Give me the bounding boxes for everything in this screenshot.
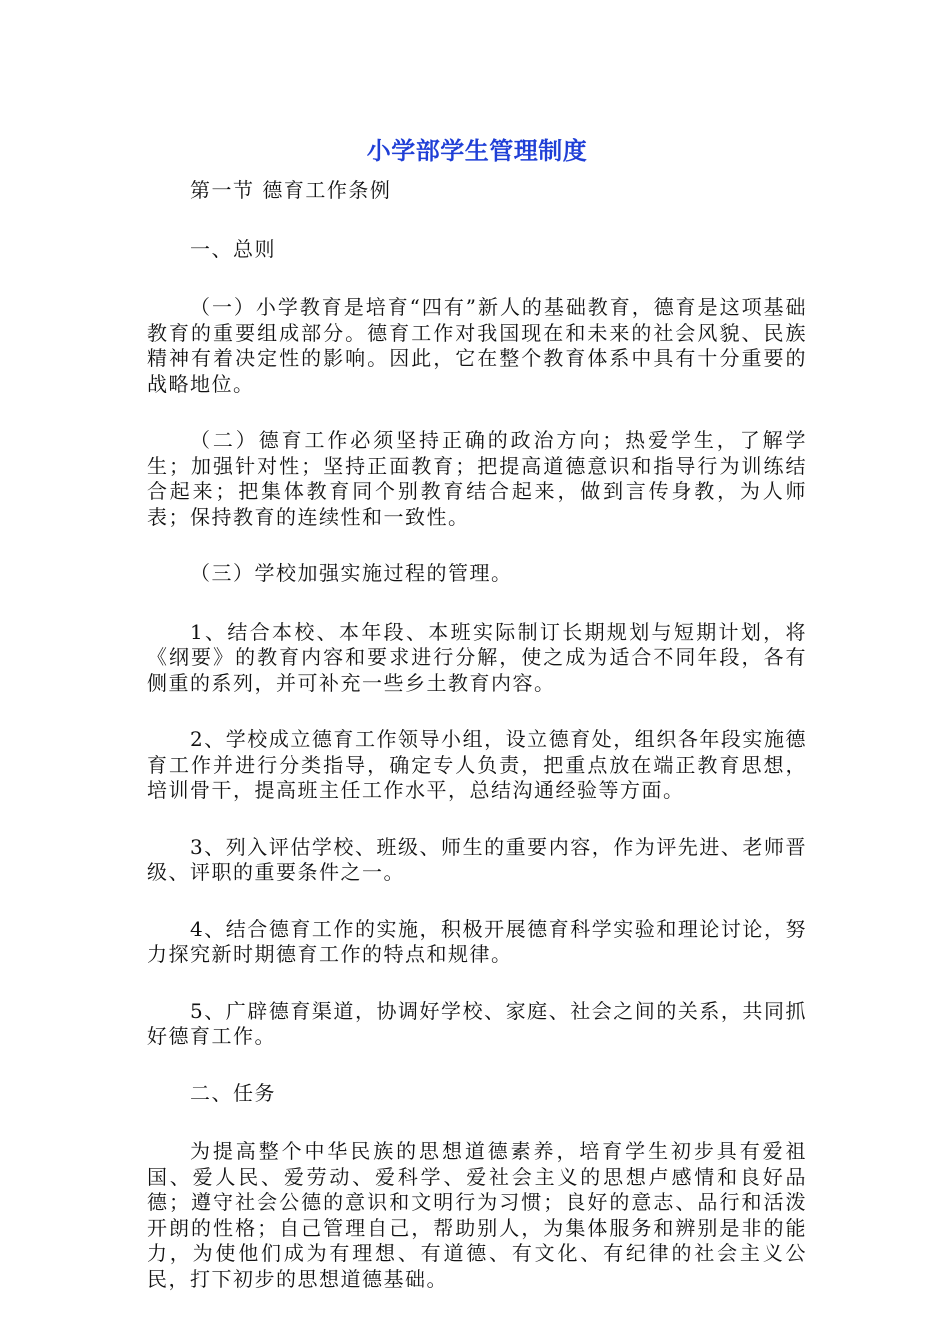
list-item: 3、列入评估学校、班级、师生的重要内容，作为评先进、老师晋级、评职的重要条件之一。: [147, 834, 807, 884]
paragraph: （二）德育工作必须坚持正确的政治方向；热爱学生，了解学生；加强针对性；坚持正面教育；把提高道德意识和指导行为训练结合起来；把集体教育同个别教育结合起来，做到言传身教，为人师表；保持教育的连续性和一致性。: [147, 428, 807, 529]
subsection-heading: 二、任务: [190, 1080, 276, 1105]
section-heading: 第一节 德育工作条例: [190, 178, 392, 202]
list-item: 5、广辟德育渠道，协调好学校、家庭、社会之间的关系，共同抓好德育工作。: [147, 998, 807, 1048]
list-item: 4、结合德育工作的实施，积极开展德育科学实验和理论讨论，努力探究新时期德育工作的特点和规律。: [147, 916, 807, 966]
subsection-heading: 一、总则: [190, 236, 276, 261]
document-page: [147, 130, 807, 1323]
list-item: 1、结合本校、本年段、本班实际制订长期规划与短期计划，将《纲要》的教育内容和要求进行分解，使之成为适合不同年段，各有侧重的系列，并可补充一些乡土教育内容。: [147, 619, 807, 695]
document-title: 小学部学生管理制度: [366, 137, 588, 165]
paragraph: 为提高整个中华民族的思想道德素养，培育学生初步具有爱祖国、爱人民、爱劳动、爱科学、爱社会主义的思想卢感情和良好品德；遵守社会公德的意识和文明行为习惯；良好的意志、品行和活泼开朗的性格；自己管理自己，帮助别人，为集体服务和辨别是非的能力，为使他们成为有理想、有道德、有文化、有纪律的社会主义公民，打下初步的思想道德基础。: [147, 1139, 807, 1291]
list-item: 2、学校成立德育工作领导小组，设立德育处，组织各年段实施德育工作并进行分类指导，确定专人负责，把重点放在端正教育思想，培训骨干，提高班主任工作水平，总结沟通经验等方面。: [147, 727, 807, 802]
paragraph: （一）小学教育是培育“四有”新人的基础教育，德育是这项基础教育的重要组成部分。德育工作对我国现在和未来的社会风貌、民族精神有着决定性的影响。因此，它在整个教育体系中具有十分重要的战略地位。: [147, 295, 807, 396]
paragraph: （三）学校加强实施过程的管理。: [190, 561, 513, 585]
